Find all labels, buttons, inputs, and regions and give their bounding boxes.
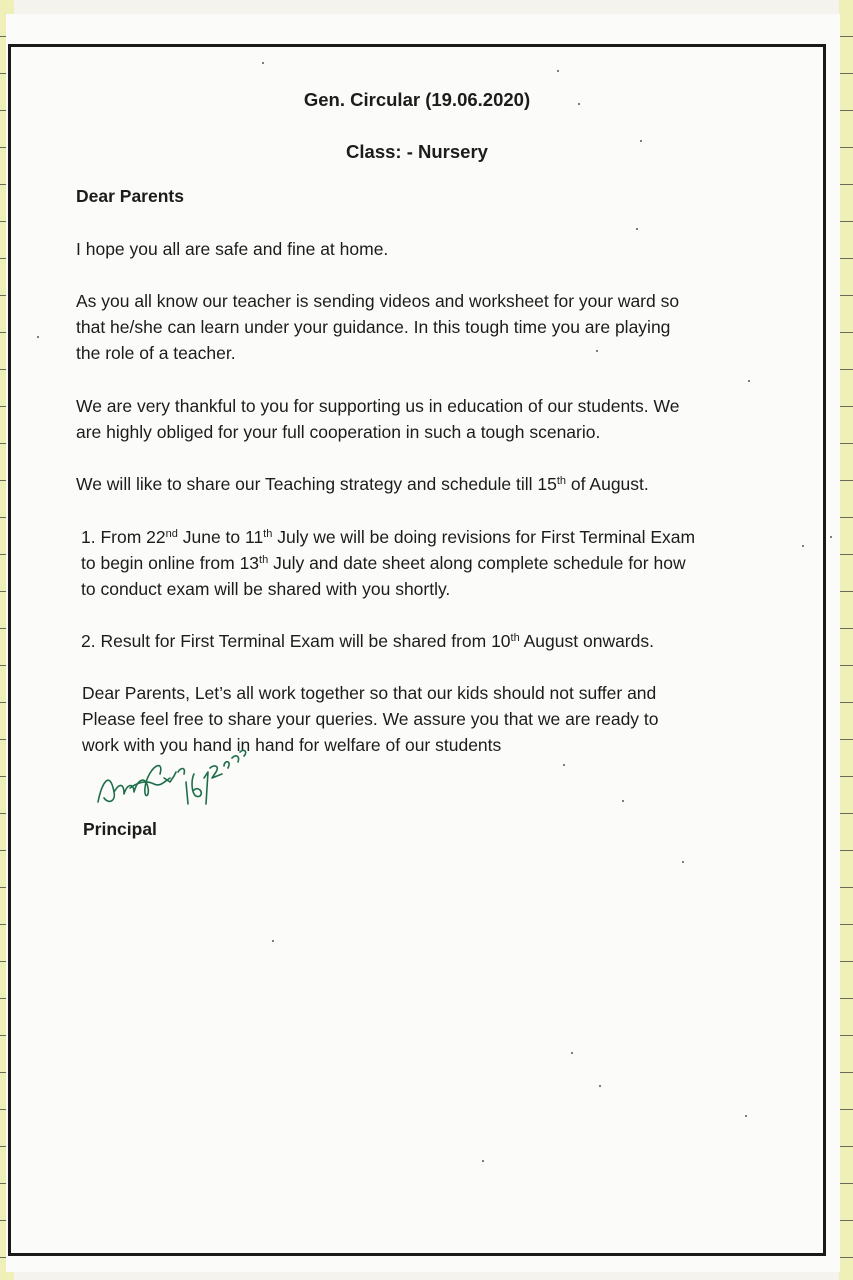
- speck: [482, 1160, 484, 1162]
- paragraph-line: work with you hand in hand for welfare of our students: [82, 735, 502, 755]
- paper-sheet: [6, 14, 840, 1272]
- paragraph-line: Dear Parents, Let’s all work together so that our kids should not suffer and: [82, 683, 657, 703]
- greeting-paragraph: I hope you all are safe and fine at home.: [76, 239, 389, 259]
- paragraph-line: As you all know our teacher is sending videos and worksheet for your ward so: [76, 291, 680, 311]
- speck: [599, 1085, 601, 1087]
- ordinal-suffix: nd: [165, 528, 178, 540]
- ordinal-suffix: th: [556, 475, 567, 487]
- paragraph-line: are highly obliged for your full cooperation in such a tough scenario.: [76, 422, 601, 442]
- text-part: June to 11: [177, 527, 264, 547]
- class-line: Class: - Nursery: [346, 141, 488, 162]
- notebook-margin-right: [839, 0, 853, 1280]
- text-part: of August.: [566, 474, 649, 494]
- text-part: July and date sheet along complete schedule for how: [268, 553, 686, 573]
- speck: [745, 1115, 747, 1117]
- schedule-item-2: [81, 628, 654, 654]
- speck: [748, 380, 750, 382]
- speck: [596, 350, 598, 352]
- text-part: August onwards.: [519, 631, 654, 651]
- speck: [802, 545, 804, 547]
- text-part: 1. From 22: [81, 527, 166, 547]
- paragraph-line: that he/she can learn under your guidance. In this tough time you are playing: [76, 317, 671, 337]
- speck: [557, 70, 559, 72]
- paragraph-line: [81, 524, 695, 550]
- speck: [830, 536, 832, 538]
- strategy-paragraph: [76, 471, 649, 497]
- paragraph-line: Please feel free to share your queries. We assure you that we are ready to: [82, 709, 659, 729]
- ordinal-suffix: th: [510, 632, 520, 644]
- speck: [682, 861, 684, 863]
- speck: [636, 228, 638, 230]
- ordinal-suffix: th: [263, 528, 273, 540]
- speck: [640, 140, 642, 142]
- speck: [563, 764, 565, 766]
- text-part: We will like to share our Teaching strategy and schedule till 15: [76, 474, 557, 494]
- paragraph-line: to conduct exam will be shared with you shortly.: [81, 579, 451, 599]
- circular-title: Gen. Circular (19.06.2020): [303, 89, 531, 110]
- speck: [37, 336, 39, 338]
- paragraph-line: We are very thankful to you for supporting us in education of our students. We: [76, 396, 680, 416]
- speck: [262, 62, 264, 64]
- ordinal-suffix: th: [259, 554, 269, 566]
- salutation: Dear Parents: [76, 186, 184, 206]
- signatory-label: Principal: [83, 819, 157, 839]
- paragraph-line: the role of a teacher.: [76, 343, 236, 363]
- speck: [272, 940, 274, 942]
- principal-signature: [90, 742, 250, 826]
- paragraph-line: [81, 550, 686, 576]
- speck: [571, 1052, 573, 1054]
- speck: [622, 800, 624, 802]
- text-part: 2. Result for First Terminal Exam will be shared from 10: [81, 631, 511, 651]
- circular-border: [8, 44, 826, 1256]
- text-part: July we will be doing revisions for First Terminal Exam: [272, 527, 696, 547]
- speck: [578, 103, 580, 105]
- text-part: to begin online from 13: [81, 553, 260, 573]
